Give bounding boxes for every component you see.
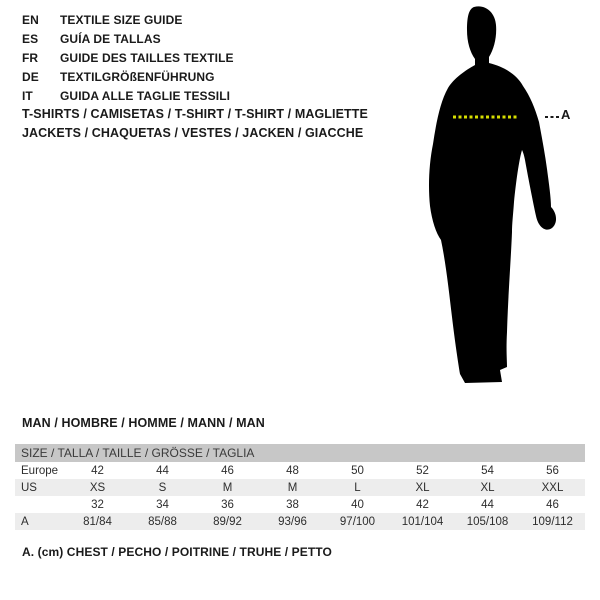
size-value-cell: 44 bbox=[156, 464, 169, 477]
size-table bbox=[15, 444, 585, 530]
language-label: GUIDA ALLE TAGLIE TESSILI bbox=[60, 89, 231, 103]
size-table-row-europe bbox=[15, 462, 585, 479]
row-label: A bbox=[21, 515, 29, 528]
size-value-cell: 50 bbox=[351, 464, 364, 477]
size-table-header-row bbox=[15, 444, 585, 462]
language-code: DE bbox=[22, 70, 39, 84]
size-value-cell: 40 bbox=[351, 498, 364, 511]
size-value-cell: 34 bbox=[156, 498, 169, 511]
language-code: IT bbox=[22, 89, 33, 103]
language-label: TEXTILE SIZE GUIDE bbox=[60, 13, 183, 27]
size-value-cell: 109/112 bbox=[532, 515, 573, 528]
language-row-en bbox=[22, 11, 234, 30]
language-label: GUÍA DE TALLAS bbox=[60, 32, 161, 46]
size-value-cell: 101/104 bbox=[401, 515, 444, 528]
size-value-cell: 46 bbox=[221, 464, 234, 477]
size-value-cell: 105/108 bbox=[466, 515, 509, 528]
size-value-cell: 42 bbox=[416, 498, 429, 511]
man-figure bbox=[408, 2, 573, 402]
size-table-row-a bbox=[15, 513, 585, 530]
size-table-header: SIZE / TALLA / TAILLE / GRÖSSE / TAGLIA bbox=[15, 444, 585, 462]
size-table-row-us bbox=[15, 479, 585, 496]
size-value-cell: 42 bbox=[91, 464, 104, 477]
size-value-cell: 97/100 bbox=[339, 515, 376, 528]
size-value-cell: S bbox=[158, 481, 167, 494]
size-value-cell: 85/88 bbox=[148, 515, 177, 528]
language-row-de bbox=[22, 68, 234, 87]
product-lines bbox=[22, 105, 368, 143]
size-value-cell: L bbox=[354, 481, 361, 494]
language-code: ES bbox=[22, 32, 39, 46]
product-line-jackets: JACKETS / CHAQUETAS / VESTES / JACKEN / GIACCHE bbox=[22, 126, 364, 140]
language-label: GUIDE DES TAILLES TEXTILE bbox=[60, 51, 234, 65]
size-value-cell: 54 bbox=[481, 464, 494, 477]
size-value-cell: XXL bbox=[541, 481, 564, 494]
language-row-es bbox=[22, 30, 234, 49]
size-table-body bbox=[15, 462, 585, 530]
size-value-cell: M bbox=[287, 481, 298, 494]
section-title-man: MAN / HOMBRE / HOMME / MANN / MAN bbox=[22, 416, 265, 430]
size-value-cell: 52 bbox=[416, 464, 429, 477]
measure-label-a: A bbox=[561, 107, 571, 122]
language-label: TEXTILGRÖßENFÜHRUNG bbox=[60, 70, 215, 84]
size-value-cell: 38 bbox=[286, 498, 299, 511]
row-label bbox=[15, 496, 65, 513]
language-code: FR bbox=[22, 51, 39, 65]
man-silhouette-path bbox=[429, 6, 556, 383]
size-value-cell: 36 bbox=[221, 498, 234, 511]
size-value-cell: 89/92 bbox=[213, 515, 242, 528]
language-row-fr bbox=[22, 49, 234, 68]
size-value-cell: 44 bbox=[481, 498, 494, 511]
man-silhouette bbox=[408, 2, 573, 402]
size-value-cell: 46 bbox=[546, 498, 559, 511]
size-value-cell: XL bbox=[480, 481, 495, 494]
product-line-tshirts: T-SHIRTS / CAMISETAS / T-SHIRT / T-SHIRT / MAGLIETTE bbox=[22, 107, 368, 121]
size-value-cell: XL bbox=[415, 481, 430, 494]
size-value-cell: 81/84 bbox=[83, 515, 112, 528]
size-value-cell: 48 bbox=[286, 464, 299, 477]
size-value-cell: M bbox=[222, 481, 233, 494]
row-label: US bbox=[21, 481, 37, 494]
language-code: EN bbox=[22, 13, 39, 27]
measurement-footnote: A. (cm) CHEST / PECHO / POITRINE / TRUHE / PETTO bbox=[22, 545, 332, 559]
row-label: Europe bbox=[21, 464, 59, 477]
size-table-row-blank bbox=[15, 496, 585, 513]
language-row-it bbox=[22, 87, 234, 106]
size-value-cell: 32 bbox=[91, 498, 104, 511]
size-value-cell: XS bbox=[89, 481, 106, 494]
language-list bbox=[22, 11, 234, 106]
size-value-cell: 93/96 bbox=[278, 515, 307, 528]
size-value-cell: 56 bbox=[546, 464, 559, 477]
